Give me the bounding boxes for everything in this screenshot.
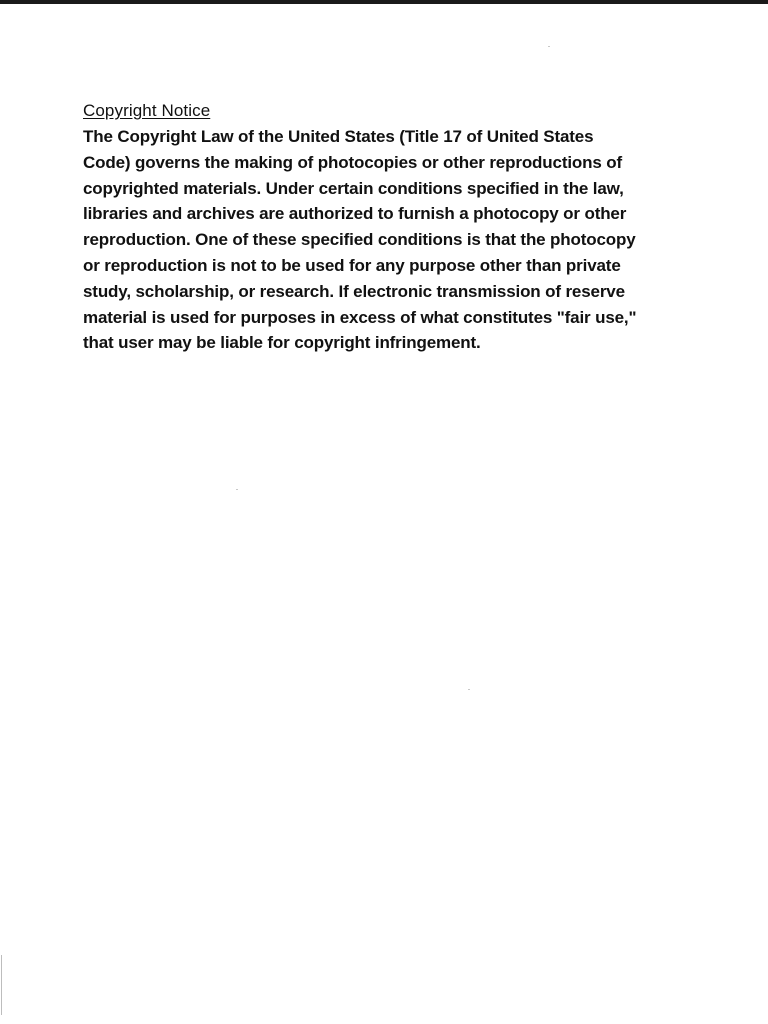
notice-line: copyrighted materials. Under certain conditions specified in the law, [83,178,624,198]
scan-speck [548,46,550,47]
scan-speck [468,689,470,690]
notice-line: reproduction. One of these specified conditions is that the photocopy [83,230,636,250]
scan-edge-mark [1,955,2,1015]
notice-line: that user may be liable for copyright infringement. [83,333,481,353]
scan-top-edge [0,0,768,4]
notice-line: or reproduction is not to be used for any purpose other than private [83,255,621,275]
scan-speck [236,489,238,490]
notice-body [83,124,703,356]
notice-line: libraries and archives are authorized to furnish a photocopy or other [83,204,627,224]
notice-line: Code) governs the making of photocopies or other reproductions of [83,152,622,172]
notice-line: The Copyright Law of the United States (Title 17 of United States [83,127,594,146]
notice-heading: Copyright Notice [83,101,211,120]
notice-line: material is used for purposes in excess of what constitutes "fair use," [83,307,637,327]
notice-line: study, scholarship, or research. If electronic transmission of reserve [83,281,625,301]
copyright-notice [83,100,703,356]
